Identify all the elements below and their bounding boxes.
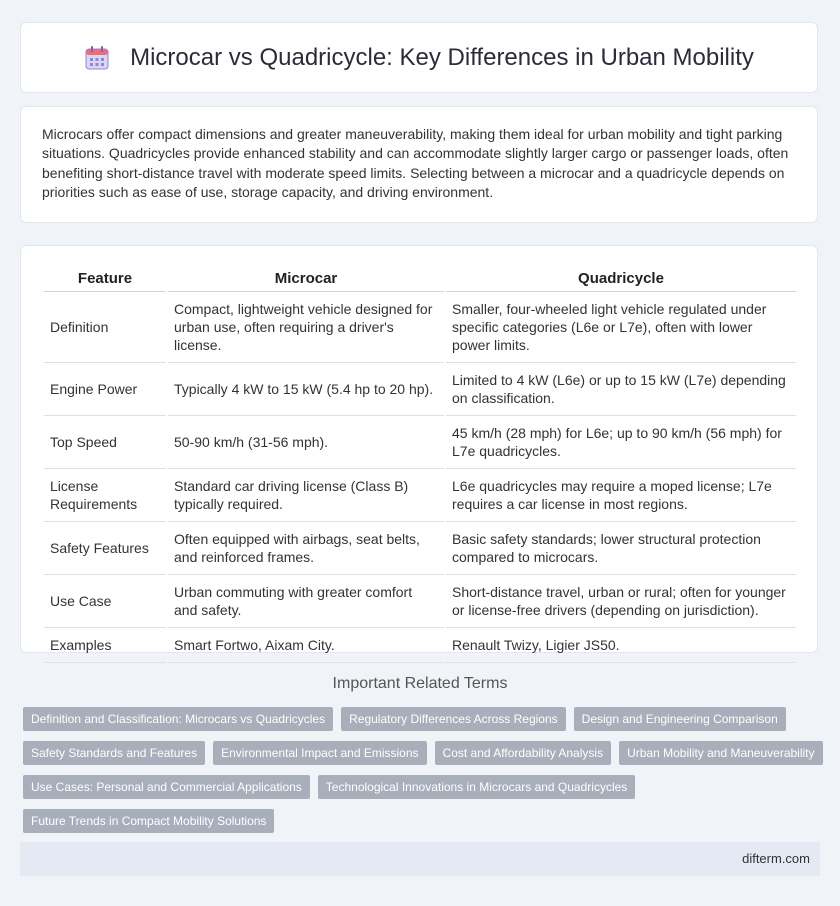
table-cell: Top Speed <box>44 416 166 469</box>
related-term-tag[interactable]: Design and Engineering Comparison <box>574 707 786 731</box>
related-term-tag[interactable]: Cost and Affordability Analysis <box>435 741 612 765</box>
related-term-tag[interactable]: Technological Innovations in Microcars and Quadricycles <box>318 775 635 799</box>
column-header: Quadricycle <box>446 264 796 292</box>
table-row <box>44 363 796 416</box>
table-cell: Standard car driving license (Class B) typically required. <box>168 469 444 522</box>
table-cell: Use Case <box>44 575 166 628</box>
table-cell: License Requirements <box>44 469 166 522</box>
column-header: Feature <box>44 264 166 292</box>
related-term-tag[interactable]: Urban Mobility and Maneuverability <box>619 741 822 765</box>
column-header: Microcar <box>168 264 444 292</box>
related-term-tag[interactable]: Regulatory Differences Across Regions <box>341 707 566 731</box>
table-cell: 45 km/h (28 mph) for L6e; up to 90 km/h (56 mph) for L7e quadricycles. <box>446 416 796 469</box>
table-row <box>44 469 796 522</box>
related-terms-list <box>23 707 823 833</box>
comparison-card <box>20 245 818 653</box>
table-cell: Compact, lightweight vehicle designed for urban use, often requiring a driver's license. <box>168 292 444 363</box>
related-term-tag[interactable]: Safety Standards and Features <box>23 741 205 765</box>
table-row <box>44 522 796 575</box>
comparison-table <box>42 264 798 663</box>
table-row <box>44 292 796 363</box>
table-cell: Typically 4 kW to 15 kW (5.4 hp to 20 hp). <box>168 363 444 416</box>
table-cell: Often equipped with airbags, seat belts, and reinforced frames. <box>168 522 444 575</box>
table-cell: Smaller, four-wheeled light vehicle regulated under specific categories (L6e or L7e), often with lower power limits. <box>446 292 796 363</box>
table-cell: Definition <box>44 292 166 363</box>
related-terms-title: Important Related Terms <box>332 675 508 692</box>
table-cell: 50-90 km/h (31-56 mph). <box>168 416 444 469</box>
table-row <box>44 628 796 663</box>
table-cell: Examples <box>44 628 166 663</box>
site-link[interactable]: difterm.com <box>742 851 810 866</box>
table-cell: Limited to 4 kW (L6e) or up to 15 kW (L7e) depending on classification. <box>446 363 796 416</box>
table-row <box>44 416 796 469</box>
table-cell: Basic safety standards; lower structural protection compared to microcars. <box>446 522 796 575</box>
table-cell: Short-distance travel, urban or rural; often for younger or license-free drivers (depending on jurisdiction). <box>446 575 796 628</box>
intro-text: Microcars offer compact dimensions and greater maneuverability, making them ideal for urban mobility and tight parking situations. Quadricycles provide enhanced stability and can accommodate slightly larger cargo or passenger loads, often benefiting short-distance travel with moderate speed limits. Selecting between a microcar and a quadricycle depends on priorities such as ease of use, storage capacity, and driving environment. <box>42 126 789 200</box>
related-term-tag[interactable]: Use Cases: Personal and Commercial Applications <box>23 775 310 799</box>
table-cell: Urban commuting with greater comfort and safety. <box>168 575 444 628</box>
table-row <box>44 575 796 628</box>
intro-card <box>20 106 818 223</box>
table-cell: Engine Power <box>44 363 166 416</box>
table-header-row <box>44 264 796 292</box>
footer <box>20 842 820 876</box>
page-title: Microcar vs Quadricycle: Key Differences in Urban Mobility <box>130 43 754 71</box>
related-term-tag[interactable]: Future Trends in Compact Mobility Solutions <box>23 809 274 833</box>
table-cell: Smart Fortwo, Aixam City. <box>168 628 444 663</box>
table-cell: Safety Features <box>44 522 166 575</box>
header <box>20 22 818 93</box>
calendar-icon <box>84 45 110 71</box>
related-term-tag[interactable]: Environmental Impact and Emissions <box>213 741 426 765</box>
table-cell: Renault Twizy, Ligier JS50. <box>446 628 796 663</box>
table-cell: L6e quadricycles may require a moped license; L7e requires a car license in most regions. <box>446 469 796 522</box>
related-term-tag[interactable]: Definition and Classification: Microcars vs Quadricycles <box>23 707 333 731</box>
